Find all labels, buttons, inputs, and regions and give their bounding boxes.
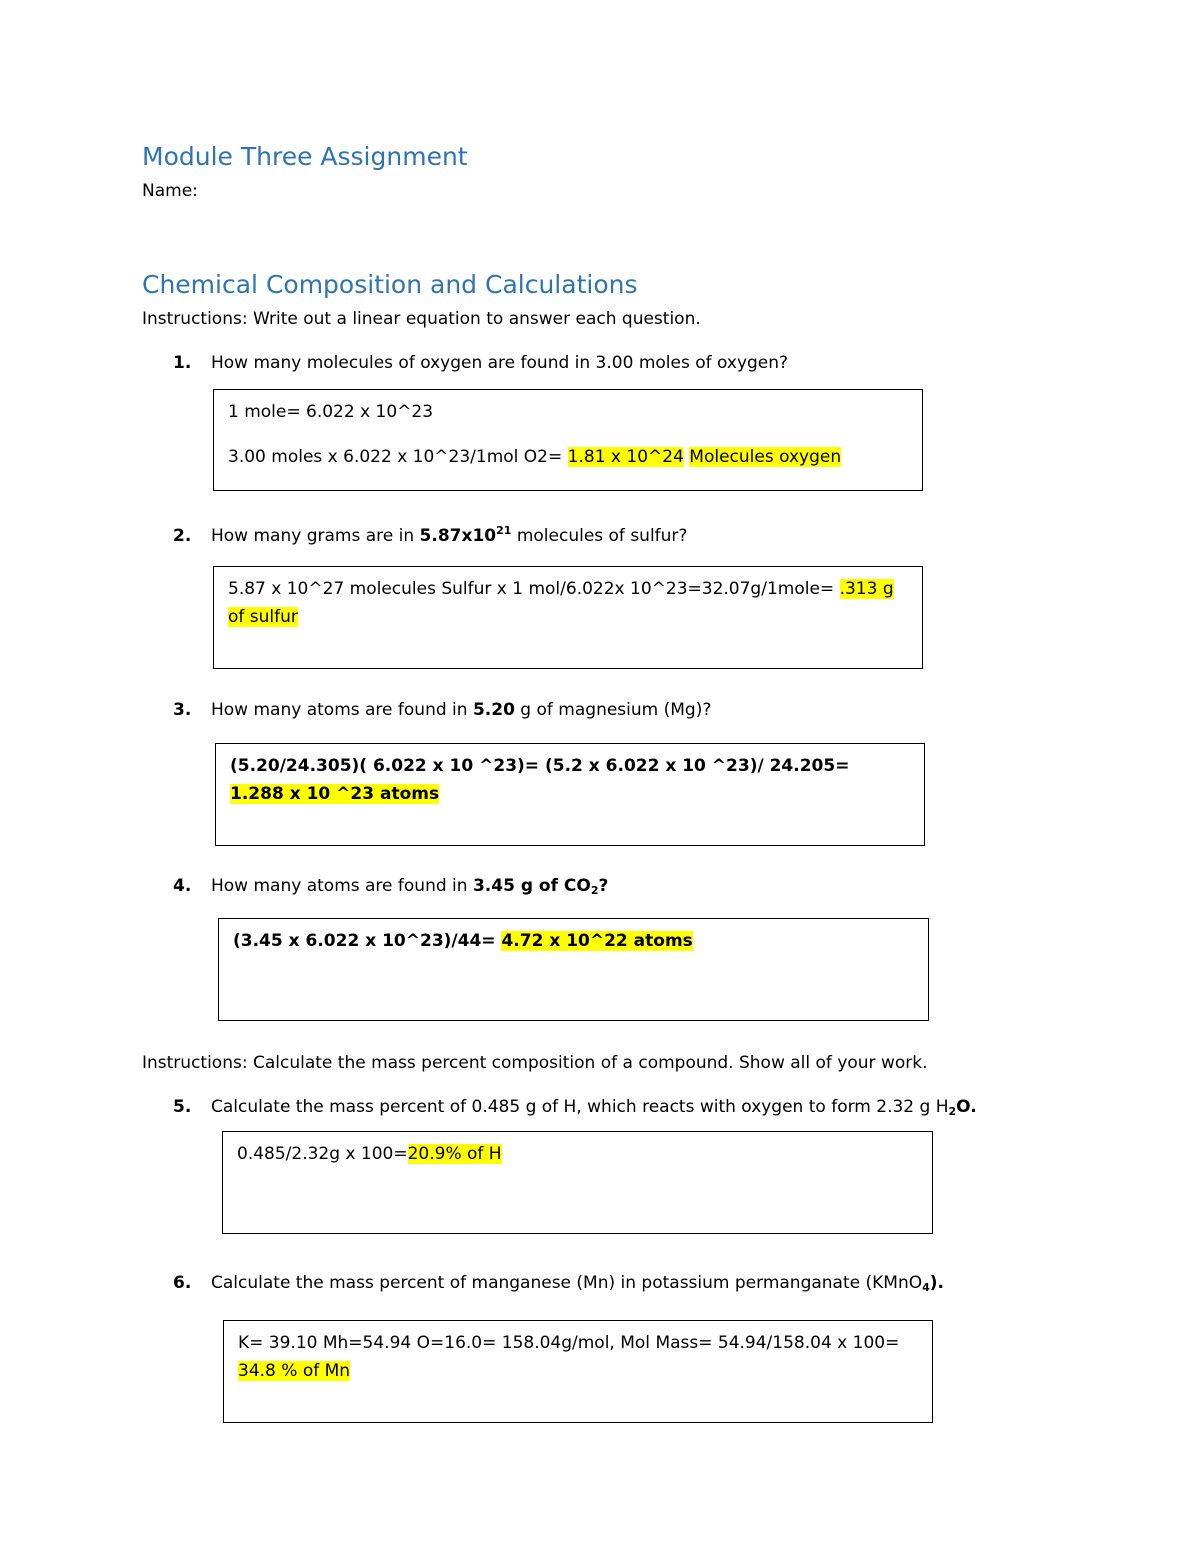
instructions-2: Instructions: Calculate the mass percent composition of a compound. Show all of your work. <box>142 1053 928 1073</box>
question-3 <box>173 700 711 720</box>
name-label: Name: <box>142 181 198 201</box>
question-text: of CO <box>532 876 591 896</box>
answer-line <box>228 443 908 471</box>
answer-line <box>233 927 914 955</box>
question-number: 3. <box>173 700 192 720</box>
answer-box-6[interactable] <box>223 1320 933 1423</box>
answer-work: 0.485/2.32g x 100= <box>237 1144 408 1164</box>
answer-line <box>238 1329 902 1385</box>
question-text: Calculate the mass percent of 0.485 g of H, which reacts with oxygen to form 2.32 g H <box>211 1097 949 1117</box>
question-1 <box>173 353 788 373</box>
answer-line <box>237 1140 918 1168</box>
question-text: How many atoms are found in <box>211 876 473 896</box>
answer-line <box>228 575 896 631</box>
section-heading: Chemical Composition and Calculations <box>142 270 638 299</box>
question-text: Calculate the mass percent of manganese (Mn) in potassium permanganate (KMnO <box>211 1273 923 1293</box>
instructions-1: Instructions: Write out a linear equation to answer each question. <box>142 309 701 329</box>
answer-line: 1 mole= 6.022 x 10^23 <box>228 402 434 422</box>
answer-work: 3.00 moles x 6.022 x 10^23/1mol O2= <box>228 447 568 467</box>
question-number: 1. <box>173 353 192 373</box>
question-text: How many atoms are found in <box>211 700 473 720</box>
question-5 <box>173 1097 977 1118</box>
question-4 <box>173 876 608 897</box>
question-number: 4. <box>173 876 192 896</box>
question-text: ). <box>929 1273 944 1293</box>
question-text: How many grams are in <box>211 526 420 546</box>
answer-highlight: 1.81 x 10^24 <box>567 447 684 467</box>
question-value: 5.20 <box>472 700 515 720</box>
question-6 <box>173 1273 944 1294</box>
question-text: molecules of sulfur? <box>511 526 688 546</box>
answer-work: K= 39.10 Mh=54.94 O=16.0= 158.04g/mol, Mol Mass= 54.94/158.04 x 100= <box>238 1333 900 1353</box>
answer-work: 5.87 x 10^27 molecules Sulfur x 1 mol/6.022x 10^23=32.07g/1mole= <box>228 579 840 599</box>
subscript: 2 <box>590 884 599 897</box>
answer-box-5[interactable] <box>222 1131 933 1234</box>
question-value: 3.45 g <box>472 876 533 896</box>
question-text: ? <box>598 876 609 896</box>
answer-box-1[interactable] <box>213 389 923 491</box>
answer-highlight: 4.72 x 10^22 atoms <box>501 931 693 951</box>
question-text: O. <box>956 1097 977 1117</box>
answer-box-3[interactable] <box>215 743 925 846</box>
answer-work: (3.45 x 6.022 x 10^23)/44= <box>233 931 502 951</box>
question-number: 2. <box>173 526 192 546</box>
answer-box-2[interactable] <box>213 566 923 669</box>
answer-box-4[interactable] <box>218 918 929 1021</box>
answer-highlight: 34.8 % of Mn <box>238 1361 351 1381</box>
answer-highlight: Molecules oxygen <box>689 447 842 467</box>
question-number: 6. <box>173 1273 192 1293</box>
answer-work: (5.20/24.305)( 6.022 x 10 ^23)= (5.2 x 6.022 x 10 ^23)/ 24.205= <box>230 756 850 776</box>
subscript: 2 <box>948 1105 957 1118</box>
answer-line <box>230 752 884 808</box>
answer-highlight: 1.288 x 10 ^23 atoms <box>230 784 440 804</box>
question-text: How many molecules of oxygen are found in 3.00 moles of oxygen? <box>211 353 789 373</box>
exponent: 21 <box>496 524 512 537</box>
question-number: 5. <box>173 1097 192 1117</box>
question-2 <box>173 524 687 546</box>
subscript: 4 <box>922 1281 930 1294</box>
question-value: 5.87x10 <box>419 526 497 546</box>
answer-highlight: 20.9% of H <box>407 1144 502 1164</box>
answer-highlight: .313 g of sulfur <box>228 579 894 627</box>
page-title: Module Three Assignment <box>142 142 468 171</box>
question-text: g of magnesium (Mg)? <box>514 700 712 720</box>
